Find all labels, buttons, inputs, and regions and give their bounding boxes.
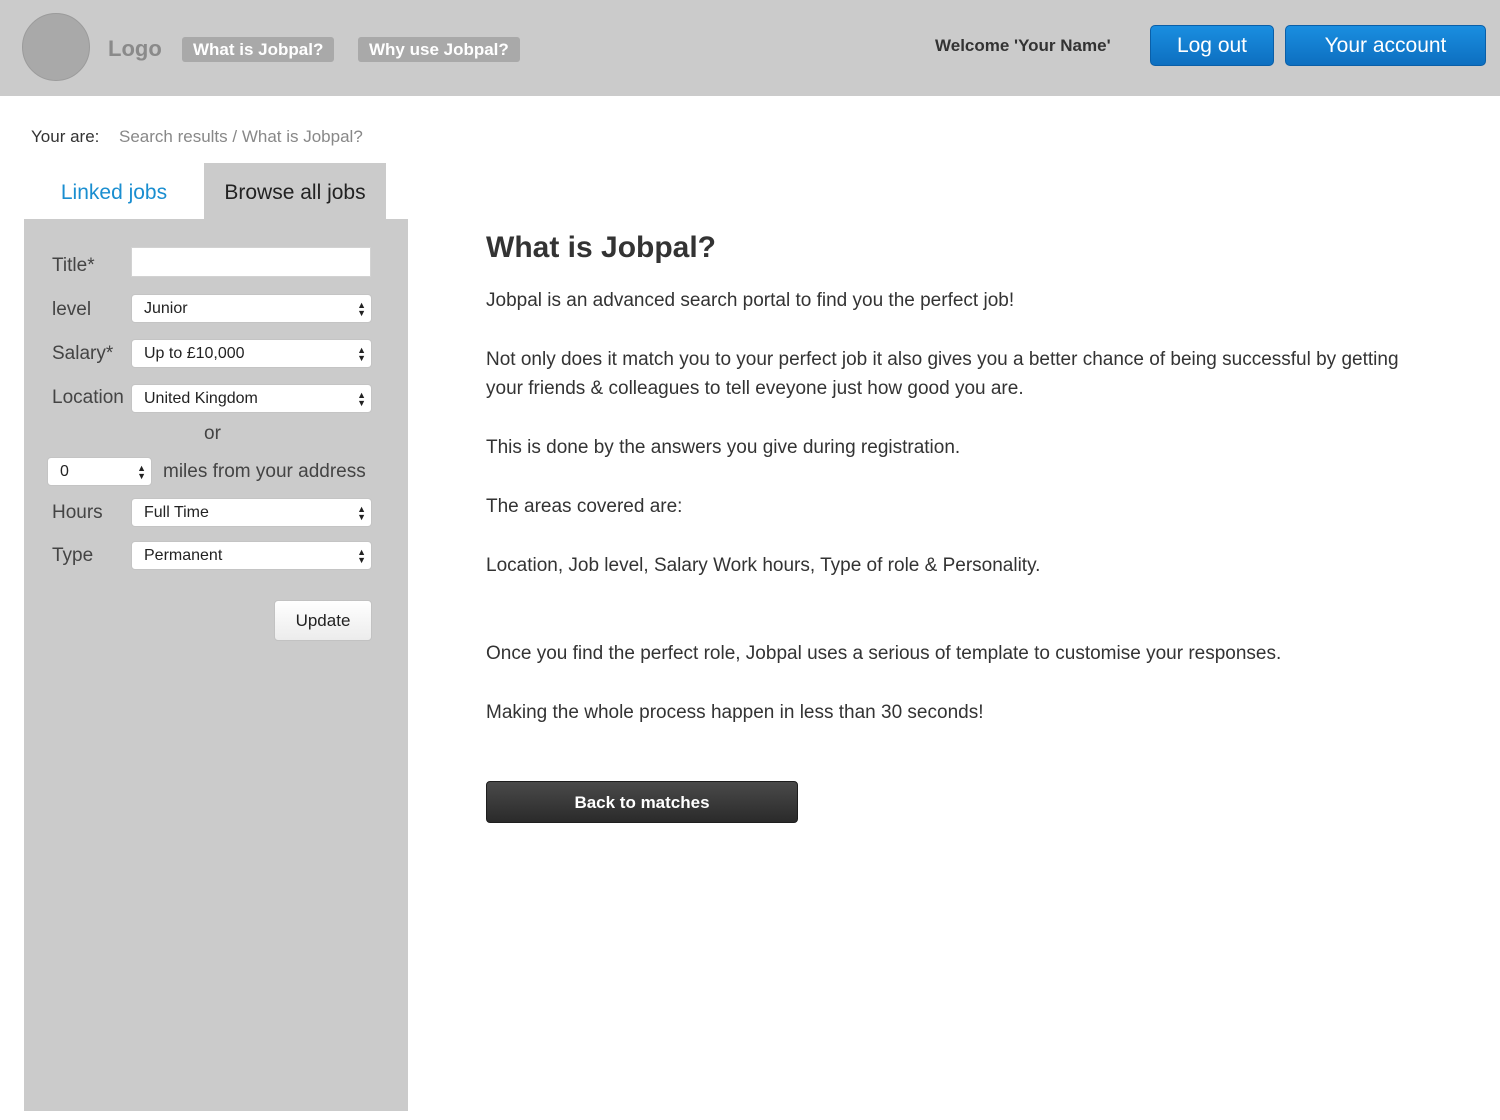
miles-label: miles from your address xyxy=(163,461,366,482)
up-down-arrows-icon: ▲ ▼ xyxy=(357,390,366,408)
location-label: Location xyxy=(52,387,124,408)
type-label: Type xyxy=(52,545,94,566)
your-account-button[interactable]: Your account xyxy=(1285,25,1486,66)
type-select[interactable] xyxy=(131,541,372,570)
areas-list: Location, Job level, Salary Work hours, Type of role & Personality. xyxy=(486,555,1041,576)
back-to-matches-button[interactable]: Back to matches xyxy=(486,781,798,823)
logo-image[interactable] xyxy=(22,13,90,81)
up-down-arrows-icon: ▲ ▼ xyxy=(357,504,366,522)
miles-value: 0 xyxy=(60,463,69,480)
or-separator: or xyxy=(204,423,221,444)
welcome-message: Welcome 'Your Name' xyxy=(935,36,1111,55)
nav-what-is-jobpal[interactable]: What is Jobpal? xyxy=(182,37,334,62)
hours-label: Hours xyxy=(52,502,103,523)
up-down-arrows-icon: ▲ ▼ xyxy=(357,547,366,565)
salary-label: Salary* xyxy=(52,343,114,364)
tab-browse-all-jobs[interactable]: Browse all jobs xyxy=(204,163,386,220)
update-button[interactable]: Update xyxy=(274,600,372,641)
location-select[interactable] xyxy=(131,384,372,413)
up-down-arrows-icon: ▲ ▼ xyxy=(357,300,366,318)
registration-paragraph: This is done by the answers you give during registration. xyxy=(486,437,961,458)
salary-value: Up to £10,000 xyxy=(144,345,245,362)
salary-select[interactable] xyxy=(131,339,372,368)
type-value: Permanent xyxy=(144,547,223,564)
breadcrumb-label: Your are: xyxy=(31,127,100,146)
level-value: Junior xyxy=(144,300,188,317)
speed-paragraph: Making the whole process happen in less than 30 seconds! xyxy=(486,702,984,723)
level-label: level xyxy=(52,299,92,320)
match-paragraph: Not only does it match you to your perfect job it also gives you a better chance of being successful by getting your friends & colleagues to tell eveyone just how good you are. xyxy=(486,349,1399,399)
intro-paragraph: Jobpal is an advanced search portal to find you the perfect job! xyxy=(486,290,1015,311)
miles-select[interactable] xyxy=(47,457,152,486)
breadcrumb[interactable]: Search results / What is Jobpal? xyxy=(119,127,363,146)
top-header xyxy=(0,0,1500,96)
template-paragraph: Once you find the perfect role, Jobpal uses a serious of template to customise your responses. xyxy=(486,643,1282,664)
up-down-arrows-icon: ▲ ▼ xyxy=(137,463,146,481)
hours-select[interactable] xyxy=(131,498,372,527)
logout-button[interactable]: Log out xyxy=(1150,25,1274,66)
areas-heading: The areas covered are: xyxy=(486,496,683,517)
tab-linked-jobs[interactable]: Linked jobs xyxy=(60,181,168,204)
logo-text[interactable]: Logo xyxy=(108,36,162,61)
page-title: What is Jobpal? xyxy=(486,231,717,264)
level-select[interactable] xyxy=(131,294,372,323)
title-input[interactable] xyxy=(131,247,371,277)
nav-why-use-jobpal[interactable]: Why use Jobpal? xyxy=(358,37,520,62)
title-label: Title* xyxy=(52,255,95,276)
up-down-arrows-icon: ▲ ▼ xyxy=(357,345,366,363)
hours-value: Full Time xyxy=(144,504,209,521)
location-value: United Kingdom xyxy=(144,390,258,407)
